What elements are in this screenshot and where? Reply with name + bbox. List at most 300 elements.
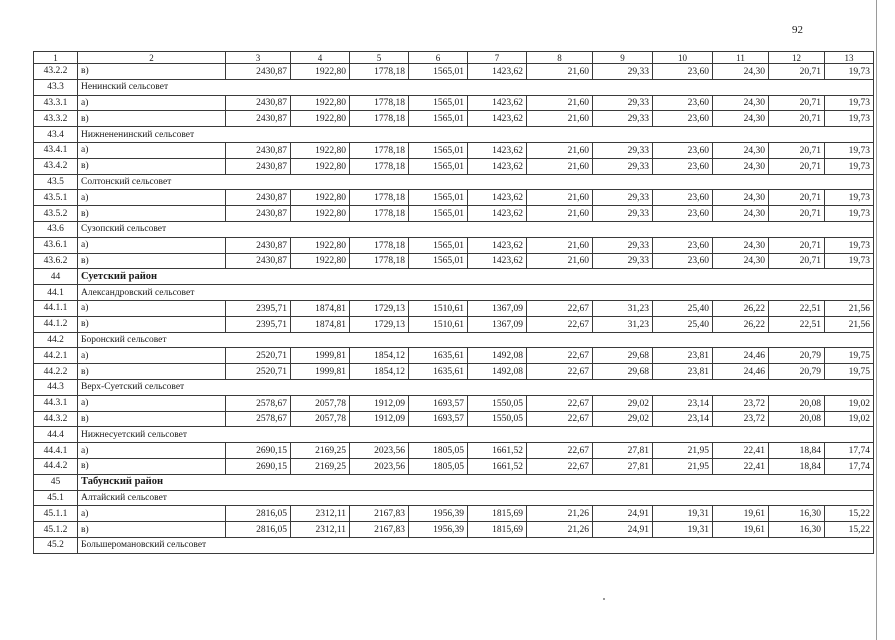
table-row [34,348,874,364]
value-cell: 1423,62 [468,142,527,158]
value-cell: 25,40 [653,300,713,316]
row-number: 44.3.1 [34,395,78,411]
value-cell: 23,60 [653,158,713,174]
table-row [34,237,874,253]
row-number: 44.1.1 [34,300,78,316]
row-number: 44.1 [34,285,78,301]
value-cell: 1778,18 [350,64,409,80]
row-label: а) [78,395,226,411]
value-cell: 19,75 [825,348,874,364]
row-number: 44.2.2 [34,364,78,380]
column-number: 4 [291,52,350,64]
value-cell: 1423,62 [468,237,527,253]
value-cell: 1492,08 [468,364,527,380]
row-label: а) [78,300,226,316]
column-number: 6 [409,52,468,64]
value-cell: 22,67 [527,395,593,411]
value-cell: 20,71 [769,111,825,127]
value-cell: 29,33 [593,142,653,158]
value-cell: 1693,57 [409,395,468,411]
value-cell: 29,02 [593,395,653,411]
row-number: 44.2.1 [34,348,78,364]
value-cell: 19,73 [825,190,874,206]
value-cell: 1423,62 [468,111,527,127]
value-cell: 1912,09 [350,395,409,411]
value-cell: 23,60 [653,95,713,111]
value-cell: 1922,80 [291,142,350,158]
value-cell: 1922,80 [291,111,350,127]
table-row [34,253,874,269]
value-cell: 23,81 [653,348,713,364]
value-cell: 2312,11 [291,522,350,538]
scan-speck [603,598,605,600]
value-cell: 24,30 [713,158,769,174]
value-cell: 21,60 [527,64,593,80]
value-cell: 1815,69 [468,506,527,522]
value-cell: 20,71 [769,253,825,269]
row-number: 44 [34,269,78,285]
value-cell: 1999,81 [291,348,350,364]
value-cell: 1550,05 [468,411,527,427]
row-number: 44.3.2 [34,411,78,427]
value-cell: 2430,87 [226,190,291,206]
value-cell: 1550,05 [468,395,527,411]
value-cell: 24,30 [713,190,769,206]
value-cell: 1956,39 [409,522,468,538]
value-cell: 21,60 [527,142,593,158]
value-cell: 1510,61 [409,300,468,316]
value-cell: 20,79 [769,348,825,364]
value-cell: 21,60 [527,237,593,253]
value-cell: 2167,83 [350,522,409,538]
table-row [34,206,874,222]
value-cell: 21,26 [527,522,593,538]
value-cell: 19,31 [653,506,713,522]
row-label: а) [78,190,226,206]
value-cell: 21,26 [527,506,593,522]
value-cell: 2578,67 [226,395,291,411]
row-label: а) [78,95,226,111]
value-cell: 2520,71 [226,364,291,380]
value-cell: 1922,80 [291,206,350,222]
value-cell: 2816,05 [226,506,291,522]
value-cell: 18,84 [769,458,825,474]
column-number: 9 [593,52,653,64]
value-cell: 2430,87 [226,158,291,174]
value-cell: 2520,71 [226,348,291,364]
section-heading-row [34,285,874,301]
row-number: 44.3 [34,379,78,395]
value-cell: 20,71 [769,142,825,158]
section-heading-row [34,127,874,143]
value-cell: 1922,80 [291,64,350,80]
value-cell: 24,30 [713,95,769,111]
value-cell: 1565,01 [409,142,468,158]
row-label: в) [78,411,226,427]
value-cell: 24,30 [713,142,769,158]
value-cell: 27,81 [593,458,653,474]
value-cell: 1565,01 [409,95,468,111]
row-label: в) [78,64,226,80]
column-number: 8 [527,52,593,64]
value-cell: 21,60 [527,158,593,174]
value-cell: 24,30 [713,253,769,269]
value-cell: 2023,56 [350,458,409,474]
value-cell: 1423,62 [468,158,527,174]
table-row [34,95,874,111]
value-cell: 23,60 [653,206,713,222]
table-row [34,316,874,332]
value-cell: 22,41 [713,443,769,459]
value-cell: 1778,18 [350,190,409,206]
row-number: 44.4.1 [34,443,78,459]
value-cell: 29,33 [593,237,653,253]
row-label: в) [78,206,226,222]
row-number: 43.4.2 [34,158,78,174]
value-cell: 1854,12 [350,364,409,380]
value-cell: 24,46 [713,364,769,380]
value-cell: 1922,80 [291,158,350,174]
value-cell: 1922,80 [291,253,350,269]
value-cell: 1367,09 [468,300,527,316]
value-cell: 1565,01 [409,190,468,206]
row-number: 44.2 [34,332,78,348]
section-title: Солтонский сельсовет [78,174,874,190]
value-cell: 1661,52 [468,458,527,474]
value-cell: 2395,71 [226,316,291,332]
row-number: 43.5.2 [34,206,78,222]
table-row [34,411,874,427]
value-cell: 2816,05 [226,522,291,538]
value-cell: 19,73 [825,206,874,222]
value-cell: 1423,62 [468,206,527,222]
table-row [34,506,874,522]
value-cell: 1565,01 [409,237,468,253]
section-title: Нижнесуетский сельсовет [78,427,874,443]
column-number: 1 [34,52,78,64]
value-cell: 22,67 [527,364,593,380]
value-cell: 16,30 [769,522,825,538]
row-number: 45.1 [34,490,78,506]
value-cell: 21,56 [825,316,874,332]
value-cell: 21,60 [527,253,593,269]
value-cell: 24,30 [713,111,769,127]
value-cell: 1999,81 [291,364,350,380]
value-cell: 2430,87 [226,206,291,222]
value-cell: 19,02 [825,411,874,427]
row-label: а) [78,506,226,522]
value-cell: 29,33 [593,111,653,127]
value-cell: 26,22 [713,300,769,316]
section-heading-row [34,221,874,237]
value-cell: 2057,78 [291,395,350,411]
table-row [34,458,874,474]
value-cell: 1874,81 [291,316,350,332]
row-label: а) [78,237,226,253]
value-cell: 25,40 [653,316,713,332]
district-title: Суетский район [78,269,874,285]
value-cell: 2690,15 [226,443,291,459]
value-cell: 21,95 [653,443,713,459]
value-cell: 1922,80 [291,237,350,253]
section-heading-row [34,537,874,553]
value-cell: 2312,11 [291,506,350,522]
value-cell: 2690,15 [226,458,291,474]
value-cell: 19,75 [825,364,874,380]
value-cell: 1729,13 [350,316,409,332]
row-label: в) [78,458,226,474]
value-cell: 19,73 [825,111,874,127]
value-cell: 24,30 [713,206,769,222]
section-title: Александровский сельсовет [78,285,874,301]
value-cell: 1778,18 [350,142,409,158]
page-edge-line [876,0,877,640]
value-cell: 19,73 [825,95,874,111]
value-cell: 2430,87 [226,111,291,127]
table-header-row [34,52,874,64]
value-cell: 2430,87 [226,95,291,111]
row-label: а) [78,142,226,158]
value-cell: 1854,12 [350,348,409,364]
value-cell: 1778,18 [350,206,409,222]
row-number: 43.4.1 [34,142,78,158]
value-cell: 21,56 [825,300,874,316]
value-cell: 1874,81 [291,300,350,316]
value-cell: 20,79 [769,364,825,380]
value-cell: 19,73 [825,237,874,253]
row-number: 45.2 [34,537,78,553]
value-cell: 21,60 [527,111,593,127]
value-cell: 1635,61 [409,364,468,380]
page-number: 92 [792,24,803,36]
value-cell: 29,33 [593,158,653,174]
column-number: 12 [769,52,825,64]
value-cell: 15,22 [825,506,874,522]
value-cell: 27,81 [593,443,653,459]
section-title: Нижнененинский сельсовет [78,127,874,143]
column-number: 7 [468,52,527,64]
value-cell: 22,51 [769,300,825,316]
table-row [34,190,874,206]
value-cell: 29,68 [593,364,653,380]
row-number: 43.5.1 [34,190,78,206]
value-cell: 19,02 [825,395,874,411]
value-cell: 20,08 [769,395,825,411]
value-cell: 2430,87 [226,253,291,269]
value-cell: 20,71 [769,190,825,206]
row-number: 45 [34,474,78,490]
row-number: 43.2.2 [34,64,78,80]
value-cell: 29,33 [593,253,653,269]
column-number: 11 [713,52,769,64]
value-cell: 23,60 [653,190,713,206]
row-number: 44.4 [34,427,78,443]
table-row [34,158,874,174]
value-cell: 22,67 [527,316,593,332]
value-cell: 1778,18 [350,95,409,111]
section-heading-row [34,379,874,395]
section-heading-row [34,427,874,443]
value-cell: 23,60 [653,111,713,127]
row-number: 43.6 [34,221,78,237]
row-number: 43.6.1 [34,237,78,253]
value-cell: 31,23 [593,316,653,332]
table-body [34,64,874,554]
value-cell: 20,71 [769,158,825,174]
row-label: в) [78,253,226,269]
value-cell: 18,84 [769,443,825,459]
value-cell: 24,46 [713,348,769,364]
row-number: 44.4.2 [34,458,78,474]
row-number: 43.6.2 [34,253,78,269]
value-cell: 19,73 [825,253,874,269]
value-cell: 1367,09 [468,316,527,332]
value-cell: 20,71 [769,206,825,222]
tariff-table [33,51,874,554]
section-title: Верх-Суетский сельсовет [78,379,874,395]
value-cell: 1565,01 [409,111,468,127]
value-cell: 1510,61 [409,316,468,332]
value-cell: 1565,01 [409,253,468,269]
row-number: 44.1.2 [34,316,78,332]
value-cell: 24,91 [593,522,653,538]
value-cell: 1565,01 [409,158,468,174]
value-cell: 1423,62 [468,95,527,111]
row-label: в) [78,316,226,332]
value-cell: 2167,83 [350,506,409,522]
value-cell: 1423,62 [468,253,527,269]
value-cell: 29,02 [593,411,653,427]
value-cell: 1635,61 [409,348,468,364]
value-cell: 21,60 [527,95,593,111]
row-number: 43.5 [34,174,78,190]
value-cell: 19,73 [825,64,874,80]
section-title: Большеромановский сельсовет [78,537,874,553]
section-title: Ненинский сельсовет [78,79,874,95]
value-cell: 1423,62 [468,190,527,206]
value-cell: 19,73 [825,158,874,174]
value-cell: 2395,71 [226,300,291,316]
value-cell: 22,67 [527,458,593,474]
district-heading-row [34,474,874,490]
column-number: 3 [226,52,291,64]
value-cell: 29,68 [593,348,653,364]
value-cell: 24,30 [713,64,769,80]
value-cell: 21,95 [653,458,713,474]
row-label: в) [78,364,226,380]
value-cell: 23,60 [653,142,713,158]
row-label: в) [78,522,226,538]
value-cell: 1693,57 [409,411,468,427]
value-cell: 1815,69 [468,522,527,538]
row-label: а) [78,443,226,459]
value-cell: 22,67 [527,348,593,364]
column-number: 13 [825,52,874,64]
value-cell: 2169,25 [291,443,350,459]
value-cell: 2169,25 [291,458,350,474]
row-number: 45.1.2 [34,522,78,538]
value-cell: 29,33 [593,64,653,80]
row-label: в) [78,158,226,174]
value-cell: 2023,56 [350,443,409,459]
table-row [34,395,874,411]
column-number: 2 [78,52,226,64]
row-number: 45.1.1 [34,506,78,522]
value-cell: 17,74 [825,443,874,459]
value-cell: 23,72 [713,395,769,411]
value-cell: 16,30 [769,506,825,522]
value-cell: 21,60 [527,206,593,222]
value-cell: 1729,13 [350,300,409,316]
row-number: 43.3.1 [34,95,78,111]
value-cell: 22,67 [527,411,593,427]
value-cell: 2430,87 [226,142,291,158]
value-cell: 24,30 [713,237,769,253]
value-cell: 2430,87 [226,64,291,80]
value-cell: 2057,78 [291,411,350,427]
value-cell: 29,33 [593,95,653,111]
table-row [34,443,874,459]
district-heading-row [34,269,874,285]
value-cell: 19,31 [653,522,713,538]
value-cell: 22,67 [527,443,593,459]
district-title: Табунский район [78,474,874,490]
value-cell: 1778,18 [350,158,409,174]
table-row [34,142,874,158]
row-number: 43.3 [34,79,78,95]
value-cell: 1778,18 [350,111,409,127]
column-number: 10 [653,52,713,64]
value-cell: 19,73 [825,142,874,158]
section-title: Сузопский сельсовет [78,221,874,237]
value-cell: 24,91 [593,506,653,522]
value-cell: 23,60 [653,64,713,80]
value-cell: 2578,67 [226,411,291,427]
table-row [34,364,874,380]
value-cell: 15,22 [825,522,874,538]
section-title: Алтайский сельсовет [78,490,874,506]
section-heading-row [34,79,874,95]
value-cell: 22,51 [769,316,825,332]
section-heading-row [34,490,874,506]
value-cell: 20,08 [769,411,825,427]
value-cell: 23,14 [653,395,713,411]
value-cell: 22,67 [527,300,593,316]
value-cell: 26,22 [713,316,769,332]
value-cell: 19,61 [713,522,769,538]
value-cell: 29,33 [593,190,653,206]
value-cell: 1565,01 [409,64,468,80]
value-cell: 19,61 [713,506,769,522]
value-cell: 29,33 [593,206,653,222]
column-number: 5 [350,52,409,64]
section-heading-row [34,332,874,348]
table-row [34,64,874,80]
table-row [34,300,874,316]
value-cell: 20,71 [769,237,825,253]
value-cell: 23,60 [653,253,713,269]
value-cell: 1661,52 [468,443,527,459]
value-cell: 23,14 [653,411,713,427]
value-cell: 1922,80 [291,190,350,206]
value-cell: 1912,09 [350,411,409,427]
row-label: а) [78,348,226,364]
value-cell: 17,74 [825,458,874,474]
value-cell: 1778,18 [350,253,409,269]
value-cell: 1805,05 [409,443,468,459]
table-row [34,522,874,538]
row-number: 43.3.2 [34,111,78,127]
